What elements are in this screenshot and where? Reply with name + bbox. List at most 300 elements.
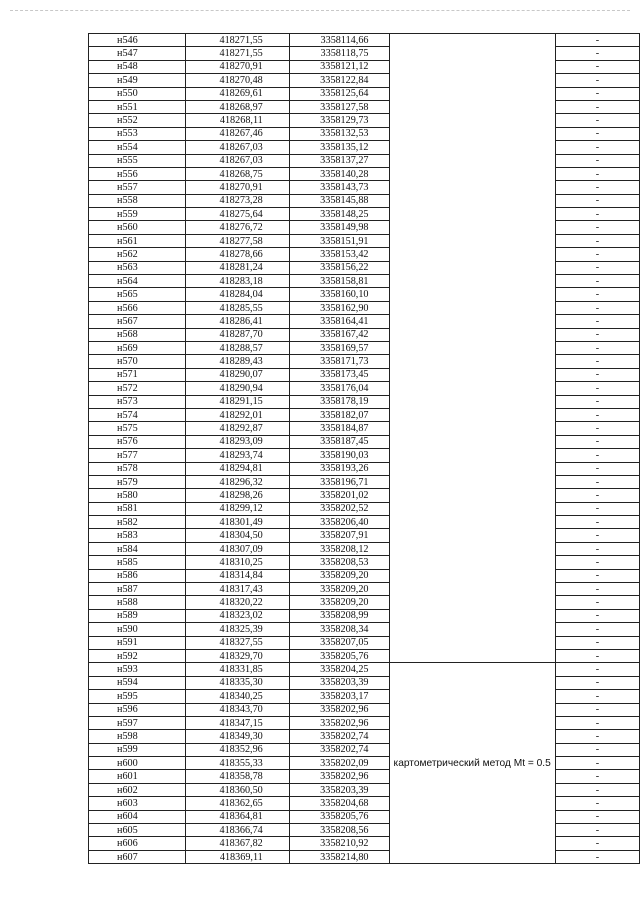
table-row (89, 422, 640, 435)
accuracy-cell: - (555, 623, 639, 636)
accuracy-cell: - (555, 355, 639, 368)
x-coordinate-cell: 418301,49 (185, 516, 289, 529)
y-coordinate-cell: 3358205,76 (289, 649, 389, 662)
table-row (89, 395, 640, 408)
table-row (89, 730, 640, 743)
point-id-cell: н553 (89, 127, 186, 140)
table-row (89, 34, 640, 47)
accuracy-cell: - (555, 730, 639, 743)
accuracy-cell: - (555, 824, 639, 837)
table-row (89, 87, 640, 100)
y-coordinate-cell: 3358203,39 (289, 676, 389, 689)
y-coordinate-cell: 3358125,64 (289, 87, 389, 100)
accuracy-cell: - (555, 502, 639, 515)
y-coordinate-cell: 3358132,53 (289, 127, 389, 140)
accuracy-cell: - (555, 797, 639, 810)
point-id-cell: н580 (89, 489, 186, 502)
table-row (89, 449, 640, 462)
table-row (89, 556, 640, 569)
y-coordinate-cell: 3358114,66 (289, 34, 389, 47)
y-coordinate-cell: 3358171,73 (289, 355, 389, 368)
table-row (89, 194, 640, 207)
y-coordinate-cell: 3358214,80 (289, 850, 389, 863)
coordinates-table-body (89, 34, 640, 864)
x-coordinate-cell: 418281,24 (185, 261, 289, 274)
table-row (89, 167, 640, 180)
accuracy-cell: - (555, 261, 639, 274)
accuracy-cell: - (555, 489, 639, 502)
table-row (89, 181, 640, 194)
accuracy-cell: - (555, 516, 639, 529)
table-row (89, 208, 640, 221)
y-coordinate-cell: 3358143,73 (289, 181, 389, 194)
table-row (89, 770, 640, 783)
accuracy-cell: - (555, 408, 639, 421)
y-coordinate-cell: 3358118,75 (289, 47, 389, 60)
table-row (89, 569, 640, 582)
x-coordinate-cell: 418290,94 (185, 382, 289, 395)
table-row (89, 837, 640, 850)
point-id-cell: н556 (89, 167, 186, 180)
table-row (89, 623, 640, 636)
point-id-cell: н584 (89, 542, 186, 555)
x-coordinate-cell: 418298,26 (185, 489, 289, 502)
table-row (89, 100, 640, 113)
point-id-cell: н599 (89, 743, 186, 756)
y-coordinate-cell: 3358203,39 (289, 783, 389, 796)
point-id-cell: н570 (89, 355, 186, 368)
accuracy-cell: - (555, 783, 639, 796)
table-row (89, 261, 640, 274)
table-row (89, 47, 640, 60)
accuracy-cell: - (555, 154, 639, 167)
table-row (89, 368, 640, 381)
point-id-cell: н577 (89, 449, 186, 462)
table-row (89, 489, 640, 502)
table-row (89, 783, 640, 796)
y-coordinate-cell: 3358209,20 (289, 569, 389, 582)
point-id-cell: н597 (89, 716, 186, 729)
x-coordinate-cell: 418268,97 (185, 100, 289, 113)
x-coordinate-cell: 418307,09 (185, 542, 289, 555)
x-coordinate-cell: 418294,81 (185, 462, 289, 475)
table-row (89, 462, 640, 475)
table-row (89, 810, 640, 823)
y-coordinate-cell: 3358190,03 (289, 449, 389, 462)
y-coordinate-cell: 3358202,96 (289, 770, 389, 783)
x-coordinate-cell: 418340,25 (185, 690, 289, 703)
point-id-cell: н606 (89, 837, 186, 850)
y-coordinate-cell: 3358156,22 (289, 261, 389, 274)
point-id-cell: н601 (89, 770, 186, 783)
accuracy-cell: - (555, 234, 639, 247)
table-row (89, 542, 640, 555)
point-id-cell: н591 (89, 636, 186, 649)
point-id-cell: н596 (89, 703, 186, 716)
table-row (89, 301, 640, 314)
table-row (89, 649, 640, 662)
table-row (89, 824, 640, 837)
y-coordinate-cell: 3358208,34 (289, 623, 389, 636)
y-coordinate-cell: 3358162,90 (289, 301, 389, 314)
table-row (89, 475, 640, 488)
accuracy-cell: - (555, 74, 639, 87)
x-coordinate-cell: 418286,41 (185, 315, 289, 328)
x-coordinate-cell: 418320,22 (185, 596, 289, 609)
point-id-cell: н574 (89, 408, 186, 421)
point-id-cell: н593 (89, 663, 186, 676)
table-row (89, 221, 640, 234)
table-row (89, 60, 640, 73)
point-id-cell: н554 (89, 141, 186, 154)
y-coordinate-cell: 3358205,76 (289, 810, 389, 823)
accuracy-cell: - (555, 341, 639, 354)
x-coordinate-cell: 418352,96 (185, 743, 289, 756)
x-coordinate-cell: 418268,75 (185, 167, 289, 180)
accuracy-cell: - (555, 703, 639, 716)
accuracy-cell: - (555, 167, 639, 180)
x-coordinate-cell: 418270,91 (185, 60, 289, 73)
x-coordinate-cell: 418329,70 (185, 649, 289, 662)
point-id-cell: н551 (89, 100, 186, 113)
y-coordinate-cell: 3358127,58 (289, 100, 389, 113)
x-coordinate-cell: 418291,15 (185, 395, 289, 408)
x-coordinate-cell: 418355,33 (185, 757, 289, 770)
accuracy-cell: - (555, 609, 639, 622)
table-row (89, 676, 640, 689)
accuracy-cell: - (555, 288, 639, 301)
point-id-cell: н595 (89, 690, 186, 703)
accuracy-cell: - (555, 435, 639, 448)
table-row (89, 663, 640, 676)
table-row (89, 636, 640, 649)
point-id-cell: н561 (89, 234, 186, 247)
point-id-cell: н550 (89, 87, 186, 100)
point-id-cell: н569 (89, 341, 186, 354)
table-row (89, 408, 640, 421)
accuracy-cell: - (555, 208, 639, 221)
accuracy-cell: - (555, 716, 639, 729)
table-row (89, 703, 640, 716)
point-id-cell: н603 (89, 797, 186, 810)
point-id-cell: н585 (89, 556, 186, 569)
accuracy-cell: - (555, 395, 639, 408)
method-cell (389, 34, 555, 663)
table-row (89, 583, 640, 596)
y-coordinate-cell: 3358182,07 (289, 408, 389, 421)
point-id-cell: н592 (89, 649, 186, 662)
y-coordinate-cell: 3358208,99 (289, 609, 389, 622)
accuracy-cell: - (555, 462, 639, 475)
table-row (89, 609, 640, 622)
y-coordinate-cell: 3358151,91 (289, 234, 389, 247)
table-row (89, 382, 640, 395)
point-id-cell: н582 (89, 516, 186, 529)
y-coordinate-cell: 3358201,02 (289, 489, 389, 502)
x-coordinate-cell: 418364,81 (185, 810, 289, 823)
point-id-cell: н587 (89, 583, 186, 596)
accuracy-cell: - (555, 449, 639, 462)
y-coordinate-cell: 3358121,12 (289, 60, 389, 73)
table-row (89, 797, 640, 810)
point-id-cell: н579 (89, 475, 186, 488)
point-id-cell: н563 (89, 261, 186, 274)
x-coordinate-cell: 418296,32 (185, 475, 289, 488)
x-coordinate-cell: 418275,64 (185, 208, 289, 221)
point-id-cell: н572 (89, 382, 186, 395)
y-coordinate-cell: 3358207,91 (289, 529, 389, 542)
y-coordinate-cell: 3358129,73 (289, 114, 389, 127)
point-id-cell: н586 (89, 569, 186, 582)
accuracy-cell: - (555, 583, 639, 596)
accuracy-cell: - (555, 676, 639, 689)
x-coordinate-cell: 418292,87 (185, 422, 289, 435)
table-row (89, 141, 640, 154)
y-coordinate-cell: 3358135,12 (289, 141, 389, 154)
accuracy-cell: - (555, 301, 639, 314)
point-id-cell: н559 (89, 208, 186, 221)
x-coordinate-cell: 418271,55 (185, 47, 289, 60)
point-id-cell: н548 (89, 60, 186, 73)
accuracy-cell: - (555, 810, 639, 823)
y-coordinate-cell: 3358178,19 (289, 395, 389, 408)
x-coordinate-cell: 418360,50 (185, 783, 289, 796)
point-id-cell: н573 (89, 395, 186, 408)
y-coordinate-cell: 3358208,53 (289, 556, 389, 569)
point-id-cell: н568 (89, 328, 186, 341)
point-id-cell: н605 (89, 824, 186, 837)
accuracy-cell: - (555, 569, 639, 582)
y-coordinate-cell: 3358202,96 (289, 703, 389, 716)
y-coordinate-cell: 3358202,52 (289, 502, 389, 515)
x-coordinate-cell: 418362,65 (185, 797, 289, 810)
table-row (89, 596, 640, 609)
point-id-cell: н562 (89, 248, 186, 261)
accuracy-cell: - (555, 850, 639, 863)
x-coordinate-cell: 418289,43 (185, 355, 289, 368)
method-cell: картометрический метод Mt = 0.5 (389, 663, 555, 864)
table-row (89, 288, 640, 301)
table-row (89, 315, 640, 328)
point-id-cell: н546 (89, 34, 186, 47)
point-id-cell: н581 (89, 502, 186, 515)
point-id-cell: н607 (89, 850, 186, 863)
y-coordinate-cell: 3358193,26 (289, 462, 389, 475)
accuracy-cell: - (555, 636, 639, 649)
y-coordinate-cell: 3358184,87 (289, 422, 389, 435)
point-id-cell: н564 (89, 275, 186, 288)
y-coordinate-cell: 3358149,98 (289, 221, 389, 234)
accuracy-cell: - (555, 141, 639, 154)
point-id-cell: н552 (89, 114, 186, 127)
x-coordinate-cell: 418292,01 (185, 408, 289, 421)
x-coordinate-cell: 418317,43 (185, 583, 289, 596)
point-id-cell: н557 (89, 181, 186, 194)
y-coordinate-cell: 3358196,71 (289, 475, 389, 488)
point-id-cell: н566 (89, 301, 186, 314)
accuracy-cell: - (555, 368, 639, 381)
x-coordinate-cell: 418293,74 (185, 449, 289, 462)
accuracy-cell: - (555, 475, 639, 488)
point-id-cell: н578 (89, 462, 186, 475)
x-coordinate-cell: 418271,55 (185, 34, 289, 47)
point-id-cell: н576 (89, 435, 186, 448)
y-coordinate-cell: 3358173,45 (289, 368, 389, 381)
y-coordinate-cell: 3358202,09 (289, 757, 389, 770)
accuracy-cell: - (555, 757, 639, 770)
accuracy-cell: - (555, 382, 639, 395)
x-coordinate-cell: 418267,46 (185, 127, 289, 140)
table-row (89, 275, 640, 288)
x-coordinate-cell: 418347,15 (185, 716, 289, 729)
table-row (89, 234, 640, 247)
x-coordinate-cell: 418304,50 (185, 529, 289, 542)
x-coordinate-cell: 418284,04 (185, 288, 289, 301)
x-coordinate-cell: 418276,72 (185, 221, 289, 234)
x-coordinate-cell: 418269,61 (185, 87, 289, 100)
x-coordinate-cell: 418283,18 (185, 275, 289, 288)
accuracy-cell: - (555, 315, 639, 328)
accuracy-cell: - (555, 47, 639, 60)
y-coordinate-cell: 3358164,41 (289, 315, 389, 328)
accuracy-cell: - (555, 649, 639, 662)
y-coordinate-cell: 3358208,12 (289, 542, 389, 555)
accuracy-cell: - (555, 87, 639, 100)
point-id-cell: н567 (89, 315, 186, 328)
accuracy-cell: - (555, 328, 639, 341)
y-coordinate-cell: 3358209,20 (289, 596, 389, 609)
table-row (89, 690, 640, 703)
x-coordinate-cell: 418267,03 (185, 154, 289, 167)
accuracy-cell: - (555, 181, 639, 194)
y-coordinate-cell: 3358145,88 (289, 194, 389, 207)
x-coordinate-cell: 418323,02 (185, 609, 289, 622)
point-id-cell: н558 (89, 194, 186, 207)
accuracy-cell: - (555, 100, 639, 113)
x-coordinate-cell: 418335,30 (185, 676, 289, 689)
y-coordinate-cell: 3358204,68 (289, 797, 389, 810)
accuracy-cell: - (555, 114, 639, 127)
x-coordinate-cell: 418343,70 (185, 703, 289, 716)
y-coordinate-cell: 3358167,42 (289, 328, 389, 341)
coordinates-table (88, 33, 640, 864)
y-coordinate-cell: 3358160,10 (289, 288, 389, 301)
accuracy-cell: - (555, 60, 639, 73)
y-coordinate-cell: 3358148,25 (289, 208, 389, 221)
page-top-rule (10, 10, 630, 12)
accuracy-cell: - (555, 596, 639, 609)
x-coordinate-cell: 418314,84 (185, 569, 289, 582)
point-id-cell: н575 (89, 422, 186, 435)
x-coordinate-cell: 418366,74 (185, 824, 289, 837)
y-coordinate-cell: 3358210,92 (289, 837, 389, 850)
x-coordinate-cell: 418285,55 (185, 301, 289, 314)
y-coordinate-cell: 3358202,74 (289, 730, 389, 743)
x-coordinate-cell: 418369,11 (185, 850, 289, 863)
table-row (89, 127, 640, 140)
point-id-cell: н600 (89, 757, 186, 770)
accuracy-cell: - (555, 529, 639, 542)
table-row (89, 114, 640, 127)
point-id-cell: н590 (89, 623, 186, 636)
x-coordinate-cell: 418299,12 (185, 502, 289, 515)
table-row (89, 328, 640, 341)
y-coordinate-cell: 3358153,42 (289, 248, 389, 261)
table-row (89, 355, 640, 368)
y-coordinate-cell: 3358206,40 (289, 516, 389, 529)
y-coordinate-cell: 3358169,57 (289, 341, 389, 354)
x-coordinate-cell: 418270,91 (185, 181, 289, 194)
x-coordinate-cell: 418349,30 (185, 730, 289, 743)
y-coordinate-cell: 3358202,74 (289, 743, 389, 756)
point-id-cell: н602 (89, 783, 186, 796)
accuracy-cell: - (555, 743, 639, 756)
x-coordinate-cell: 418290,07 (185, 368, 289, 381)
accuracy-cell: - (555, 690, 639, 703)
accuracy-cell: - (555, 221, 639, 234)
y-coordinate-cell: 3358203,17 (289, 690, 389, 703)
accuracy-cell: - (555, 248, 639, 261)
point-id-cell: н588 (89, 596, 186, 609)
table-row (89, 529, 640, 542)
x-coordinate-cell: 418268,11 (185, 114, 289, 127)
point-id-cell: н583 (89, 529, 186, 542)
point-id-cell: н604 (89, 810, 186, 823)
point-id-cell: н555 (89, 154, 186, 167)
table-row (89, 757, 640, 770)
x-coordinate-cell: 418325,39 (185, 623, 289, 636)
y-coordinate-cell: 3358187,45 (289, 435, 389, 448)
table-row (89, 516, 640, 529)
table-row (89, 74, 640, 87)
x-coordinate-cell: 418310,25 (185, 556, 289, 569)
accuracy-cell: - (555, 194, 639, 207)
point-id-cell: н589 (89, 609, 186, 622)
point-id-cell: н598 (89, 730, 186, 743)
point-id-cell: н549 (89, 74, 186, 87)
accuracy-cell: - (555, 542, 639, 555)
x-coordinate-cell: 418331,85 (185, 663, 289, 676)
point-id-cell: н571 (89, 368, 186, 381)
y-coordinate-cell: 3358176,04 (289, 382, 389, 395)
y-coordinate-cell: 3358137,27 (289, 154, 389, 167)
point-id-cell: н547 (89, 47, 186, 60)
point-id-cell: н565 (89, 288, 186, 301)
x-coordinate-cell: 418273,28 (185, 194, 289, 207)
x-coordinate-cell: 418270,48 (185, 74, 289, 87)
accuracy-cell: - (555, 556, 639, 569)
table-row (89, 248, 640, 261)
accuracy-cell: - (555, 770, 639, 783)
y-coordinate-cell: 3358202,96 (289, 716, 389, 729)
accuracy-cell: - (555, 837, 639, 850)
x-coordinate-cell: 418287,70 (185, 328, 289, 341)
x-coordinate-cell: 418288,57 (185, 341, 289, 354)
table-row (89, 435, 640, 448)
accuracy-cell: - (555, 663, 639, 676)
point-id-cell: н560 (89, 221, 186, 234)
accuracy-cell: - (555, 275, 639, 288)
x-coordinate-cell: 418358,78 (185, 770, 289, 783)
y-coordinate-cell: 3358158,81 (289, 275, 389, 288)
table-row (89, 502, 640, 515)
table-row (89, 850, 640, 863)
x-coordinate-cell: 418278,66 (185, 248, 289, 261)
y-coordinate-cell: 3358208,56 (289, 824, 389, 837)
point-id-cell: н594 (89, 676, 186, 689)
y-coordinate-cell: 3358209,20 (289, 583, 389, 596)
x-coordinate-cell: 418277,58 (185, 234, 289, 247)
